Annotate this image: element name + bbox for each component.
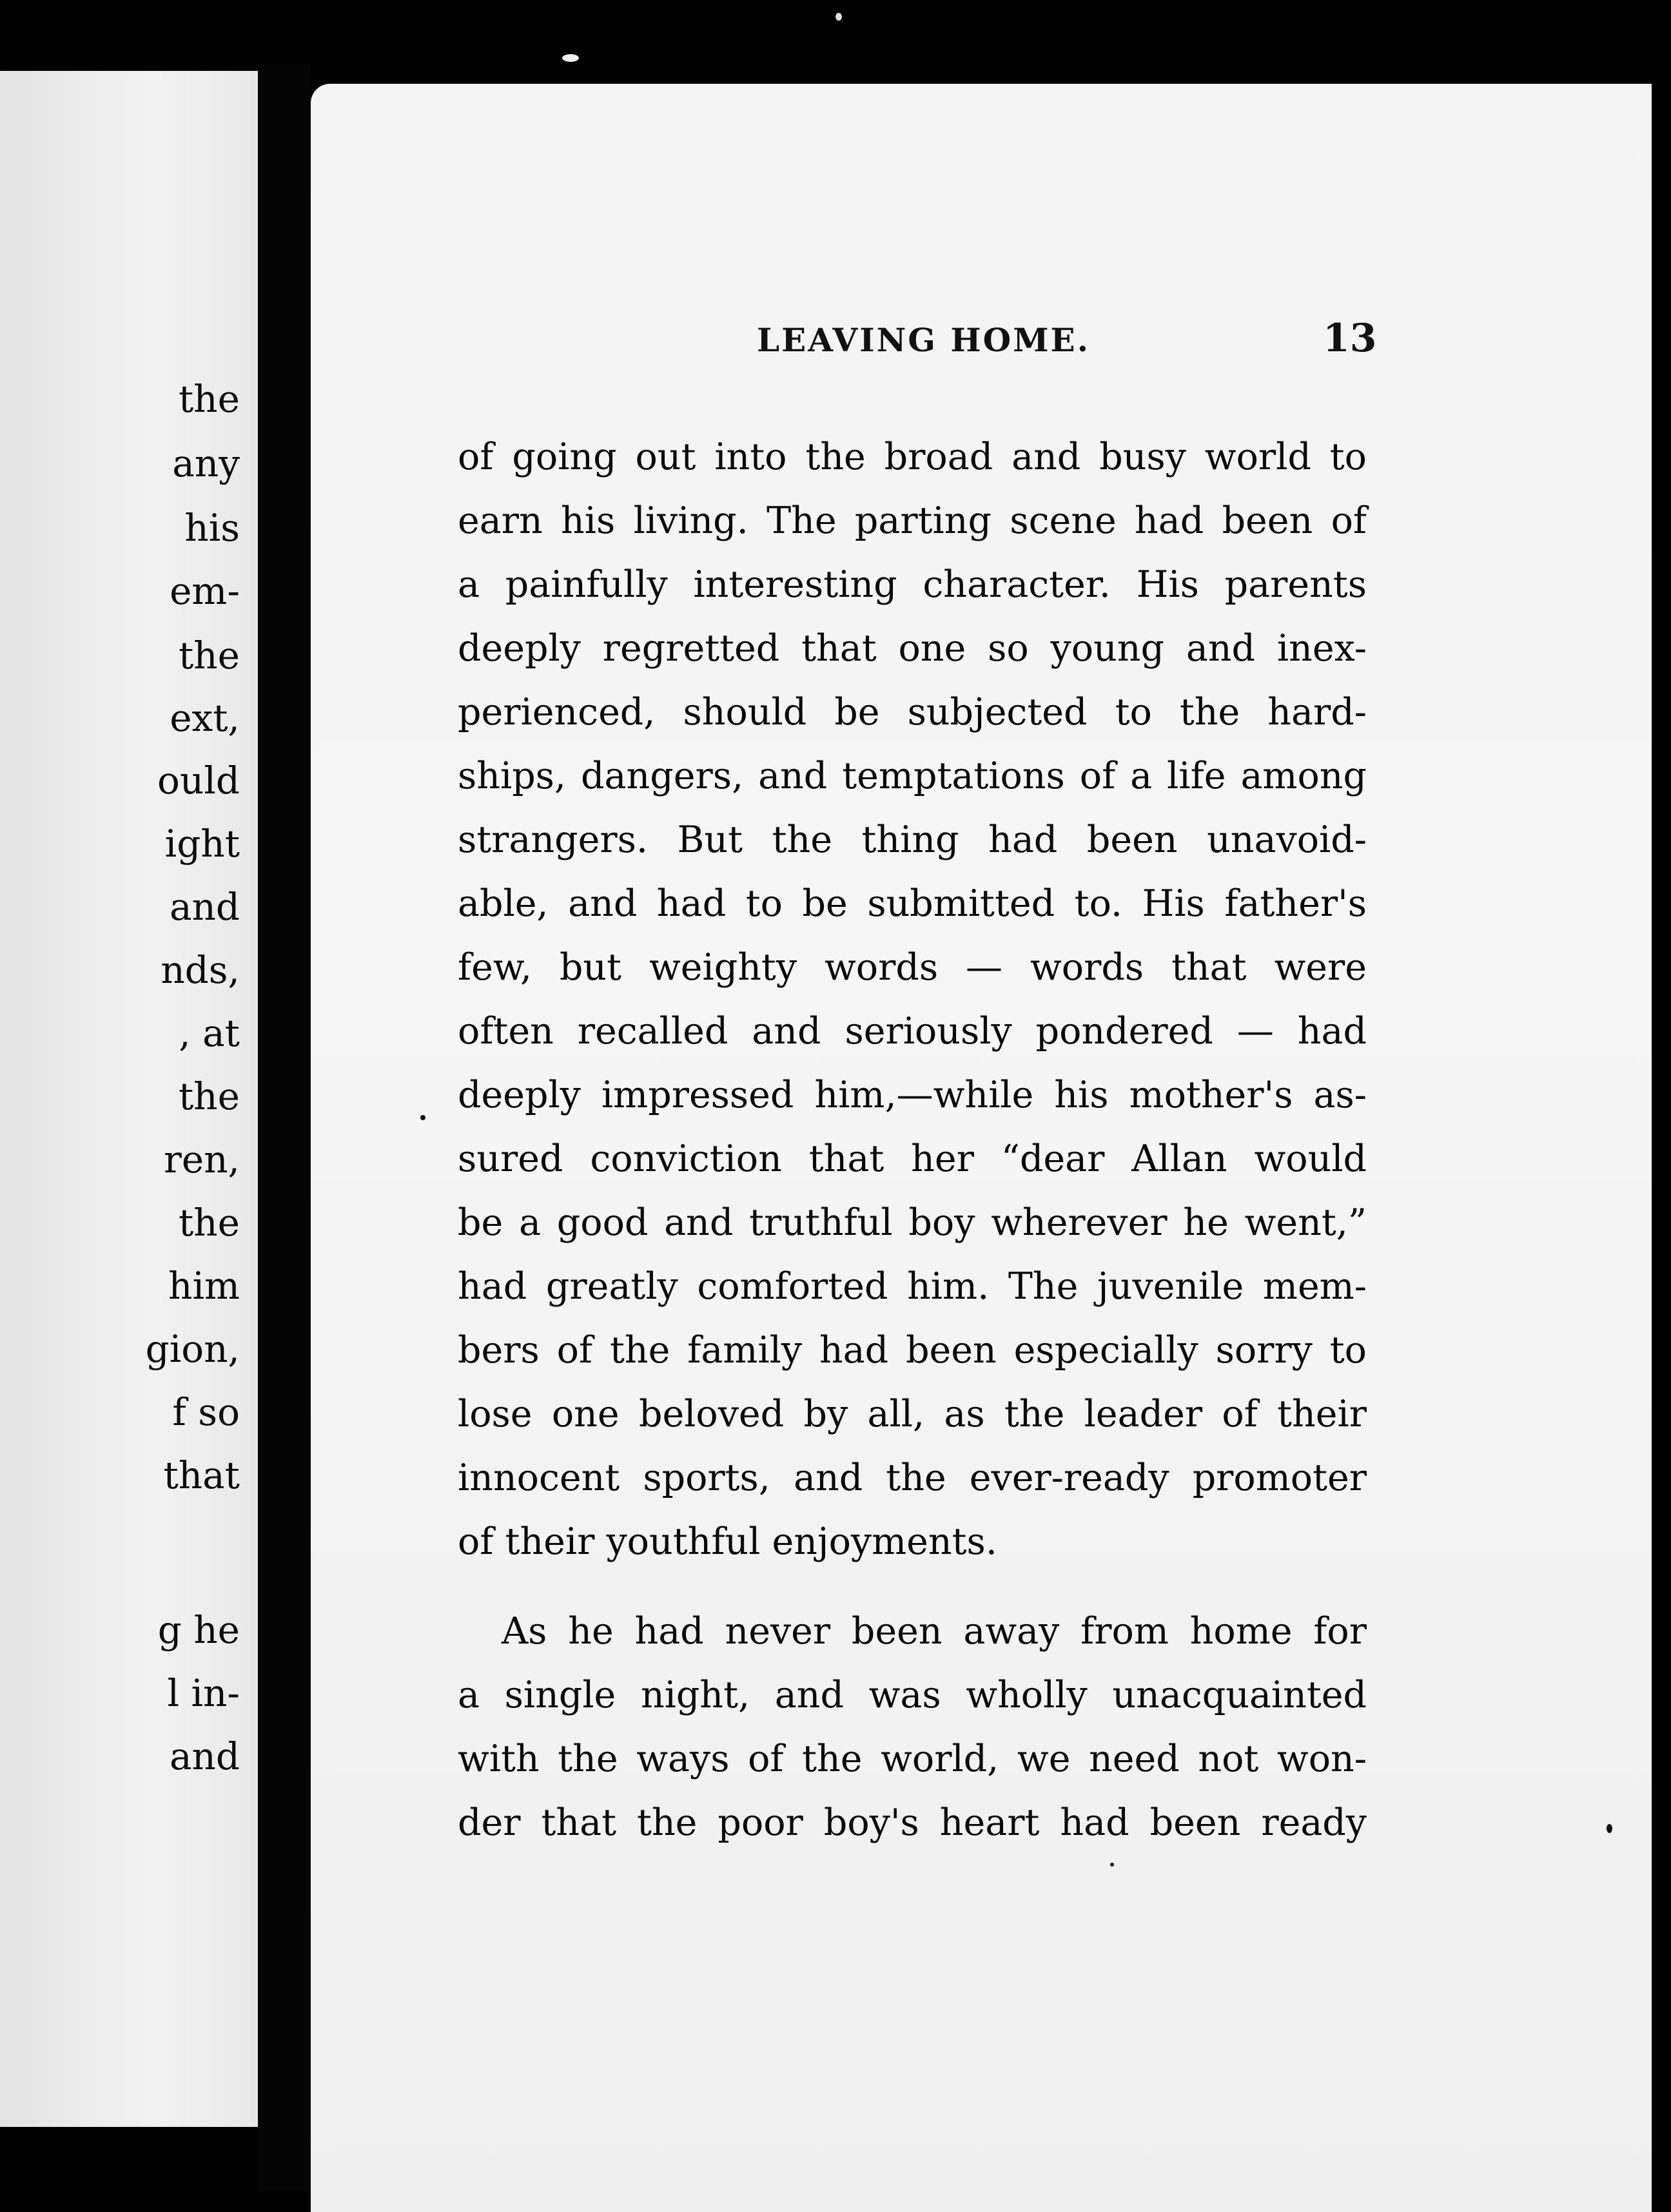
facing-page-line: his (184, 506, 240, 550)
facing-page-line: ould (157, 759, 240, 802)
body-text (458, 425, 1367, 1855)
dust-speck (1607, 1824, 1612, 1833)
facing-page-line: gion, (145, 1327, 240, 1371)
text-line: had greatly comforted him. The juvenile mem- (458, 1265, 1367, 1308)
facing-page-line: em- (170, 569, 240, 613)
text-line: strangers. But the thing had been unavoid- (458, 819, 1367, 861)
text-line: with the ways of the world, we need not won- (458, 1738, 1367, 1780)
book-page (311, 84, 1652, 2212)
facing-page-line: that (163, 1453, 240, 1497)
facing-page-line: ight (164, 822, 240, 866)
text-line: able, and had to be submitted to. His father's (458, 882, 1367, 925)
paragraph-2 (458, 1600, 1367, 1855)
facing-page-line: l in- (167, 1671, 240, 1715)
facing-page-line: and (169, 1734, 240, 1778)
facing-page-line: nds, (161, 948, 240, 992)
book-gutter (258, 64, 311, 2191)
running-head-title: LEAVING HOME. (757, 321, 1091, 359)
text-line: of their youthful enjoyments. (458, 1520, 997, 1563)
text-line: of going out into the broad and busy world to (458, 436, 1367, 478)
dust-speck (562, 54, 579, 62)
dust-speck (420, 1115, 425, 1120)
text-line: sured conviction that her “dear Allan would (458, 1138, 1367, 1180)
facing-page-line: ren, (164, 1138, 240, 1181)
text-line: As he had never been away from home for (502, 1610, 1367, 1653)
facing-page-line: g he (157, 1608, 240, 1652)
text-line: deeply impressed him,—while his mother's as- (458, 1074, 1367, 1116)
text-line: bers of the family had been especially sorry to (458, 1329, 1367, 1372)
paragraph-1 (458, 425, 1367, 1574)
text-line: a painfully interesting character. His parents (458, 563, 1367, 606)
text-line: few, but weighty words — words that were (458, 946, 1367, 989)
facing-page-line: the (179, 1201, 240, 1245)
text-line: ships, dangers, and temptations of a life among (458, 755, 1367, 797)
page-number: 13 (1323, 316, 1377, 361)
text-line: earn his living. The parting scene had been of (458, 500, 1367, 542)
text-line: a single night, and was wholly unacquainted (458, 1674, 1367, 1716)
text-line: perienced, should be subjected to the hard- (458, 691, 1367, 733)
facing-page-line: the (179, 1074, 240, 1118)
facing-page-line: ext, (170, 696, 240, 740)
facing-page-line: and (169, 885, 240, 929)
text-line: be a good and truthful boy wherever he went,” (458, 1201, 1367, 1244)
text-line: innocent sports, and the ever-ready promoter (458, 1457, 1367, 1499)
text-line: lose one beloved by all, as the leader of their (458, 1393, 1367, 1435)
text-line: often recalled and seriously pondered — had (458, 1010, 1367, 1053)
facing-page-line: any (172, 441, 240, 485)
facing-page-line: f so (172, 1390, 240, 1434)
facing-page-line: him (168, 1264, 240, 1308)
text-line: deeply regretted that one so young and inex- (458, 627, 1367, 670)
facing-page-line: the (179, 377, 240, 421)
dust-speck (1110, 1863, 1114, 1867)
dust-speck (836, 13, 842, 21)
facing-page-line: the (179, 634, 240, 677)
running-head (311, 316, 1652, 373)
facing-page-edge (0, 71, 258, 2127)
facing-page-line: , at (179, 1011, 240, 1055)
text-line: der that the poor boy's heart had been ready (458, 1801, 1367, 1844)
